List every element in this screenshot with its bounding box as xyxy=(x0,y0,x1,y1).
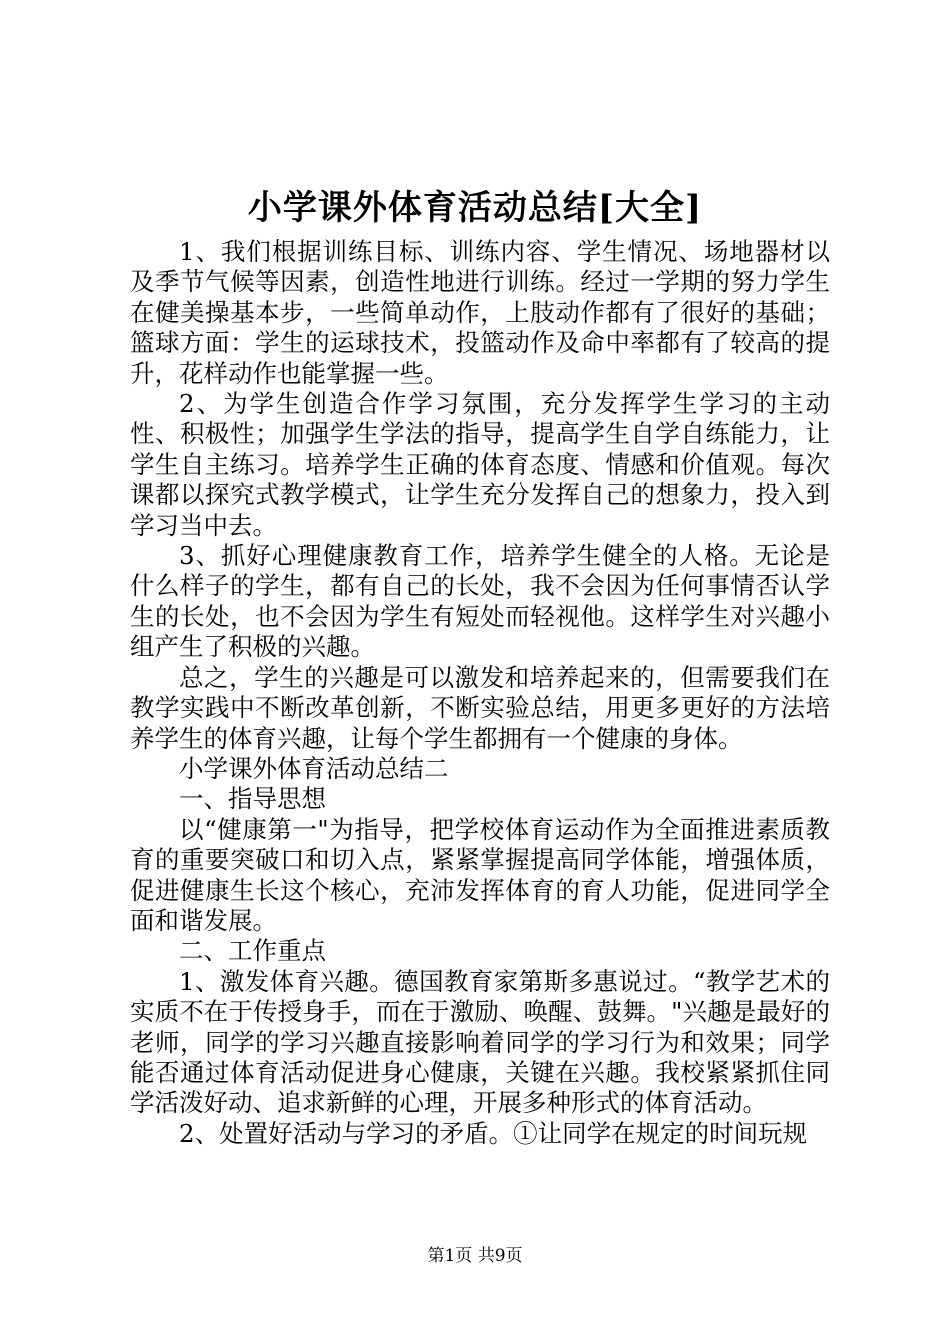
section-heading: 一、指导思想 xyxy=(179,784,326,814)
section-heading: 二、工作重点 xyxy=(179,936,326,966)
document-body xyxy=(130,237,830,1149)
paragraph: 1、我们根据训练目标、训练内容、学生情况、场地器材以及季节气候等因素，创造性地进行训练。经过一学期的努力学生在健美操基本步，一些简单动作，上肢动作都有了很好的基础；篮球方面：学生的运球技术，投篮动作及命中率都有了较高的提升，花样动作也能掌握一些。 xyxy=(130,237,830,388)
paragraph: 3、抓好心理健康教育工作，培养学生健全的人格。无论是什么样子的学生，都有自己的长处，我不会因为任何事情否认学生的长处，也不会因为学生有短处而轻视他。这样学生对兴趣小组产生了积极的兴趣。 xyxy=(130,541,830,662)
section-heading: 小学课外体育活动总结二 xyxy=(179,753,449,783)
paragraph: 以“健康第一"为指导，把学校体育运动作为全面推进素质教育的重要突破口和切入点，紧紧掌握提高同学体能，增强体质，促进健康生长这个核心，充沛发挥体育的育人功能，促进同学全面和谐发展。 xyxy=(130,814,830,935)
paragraph: 总之，学生的兴趣是可以激发和培养起来的，但需要我们在教学实践中不断改革创新，不断实验总结，用更多更好的方法培养学生的体育兴趣，让每个学生都拥有一个健康的身体。 xyxy=(130,662,830,753)
paragraph: 1、激发体育兴趣。德国教育家第斯多惠说过。“教学艺术的实质不在于传授身手，而在于激励、唤醒、鼓舞。"兴趣是最好的老师，同学的学习兴趣直接影响着同学的学习行为和效果；同学能否通过体育活动促进身心健康，关键在兴趣。我校紧紧抓住同学活泼好动、追求新鲜的心理，开展多种形式的体育活动。 xyxy=(130,966,830,1118)
page-footer: 第1页 共9页 xyxy=(427,1246,523,1266)
document-title: 小学课外体育活动总结[大全] xyxy=(247,188,703,228)
paragraph: 2、为学生创造合作学习氛围，充分发挥学生学习的主动性、积极性；加强学生学法的指导，提高学生自学自练能力，让学生自主练习。培养学生正确的体育态度、情感和价值观。每次课都以探究式教学模式，让学生充分发挥自己的想象力，投入到学习当中去。 xyxy=(130,389,830,540)
paragraph: 2、处置好活动与学习的矛盾。①让同学在规定的时间玩规 xyxy=(179,1118,808,1148)
